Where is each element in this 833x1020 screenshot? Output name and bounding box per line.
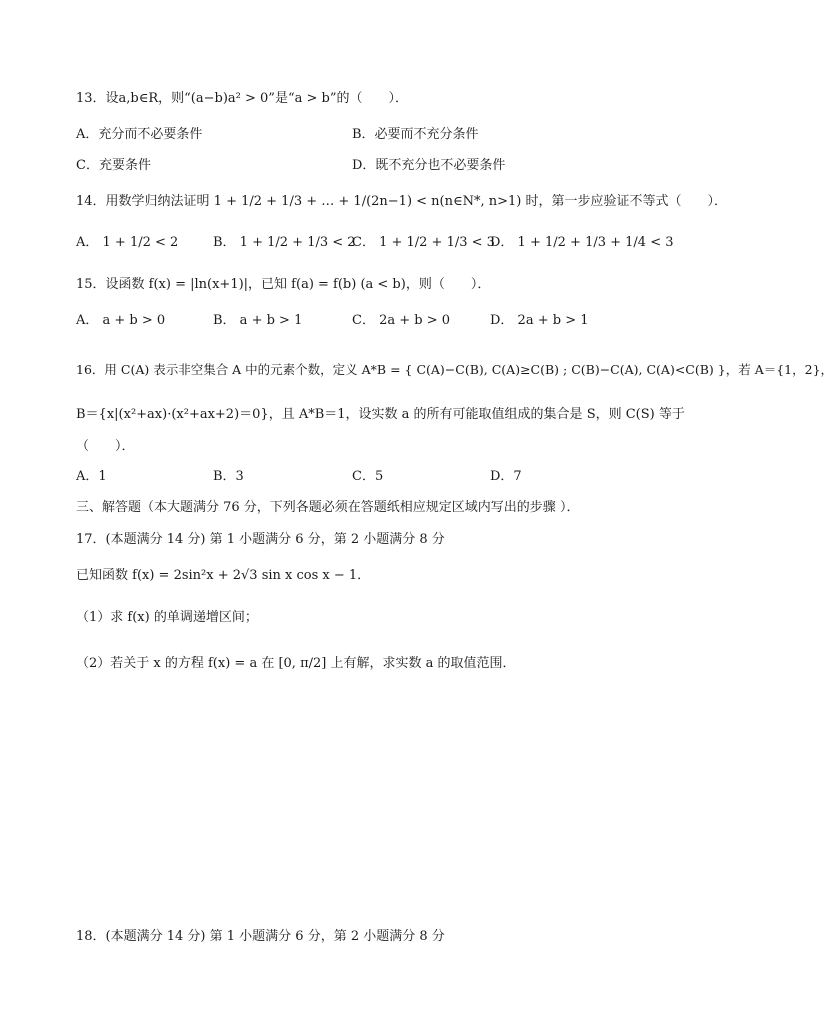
- q18-header: 18．(本题满分 14 分) 第 1 小题满分 6 分，第 2 小题满分 8 分: [76, 929, 445, 944]
- q16-option-a: A．1: [76, 469, 107, 484]
- q17-part1: （1）求 f(x) 的单调递增区间；: [76, 610, 258, 625]
- q16-stem-line2: B＝{x|(x²+ax)·(x²+ax+2)＝0}，且 A*B＝1，设实数 a 的所有可能取值组成的集合是 S，则 C(S) 等于: [76, 407, 685, 422]
- section-heading: 三、解答题（本大题满分 76 分，下列各题必须在答题纸相应规定区域内写出的步骤 ）．: [76, 500, 580, 515]
- q17-header: 17．(本题满分 14 分) 第 1 小题满分 6 分，第 2 小题满分 8 分: [76, 532, 445, 547]
- q15-option-d: D． 2a + b > 1: [490, 313, 589, 328]
- q13-option-b: B．必要而不充分条件: [352, 127, 479, 142]
- q14-stem: 14．用数学归纳法证明 1 + 1/2 + 1/3 + … + 1/(2n−1) < n(n∈N*, n>1) 时，第一步应验证不等式（ ）．: [76, 194, 727, 209]
- q16-stem-line3: （ ）．: [76, 439, 135, 454]
- q16-option-c: C．5: [352, 469, 384, 484]
- q17-part2: （2）若关于 x 的方程 f(x) = a 在 [0, π/2] 上有解，求实数 a 的取值范围．: [76, 656, 516, 671]
- q13-stem: 13．设a,b∈R，则“(a−b)a² > 0”是“a > b”的（ ）．: [76, 91, 408, 106]
- q13-option-d: D．既不充分也不必要条件: [352, 158, 506, 173]
- q16-option-b: B．3: [213, 469, 244, 484]
- q15-stem: 15．设函数 f(x) = |ln(x+1)|，已知 f(a) = f(b) (a < b)，则（ ）．: [76, 277, 491, 292]
- q14-option-d: D． 1 + 1/2 + 1/3 + 1/4 < 3: [490, 235, 674, 250]
- q16-stem-line1: 16．用 C(A) 表示非空集合 A 中的元素个数，定义 A*B = { C(A)−C(B), C(A)≥C(B) ; C(B)−C(A), C(A)<C(B) }，若 A＝{1，2}，: [76, 362, 833, 377]
- q14-option-a: A． 1 + 1/2 < 2: [76, 235, 179, 250]
- q13-option-c: C．充要条件: [76, 158, 151, 173]
- q17-given: 已知函数 f(x) = 2sin²x + 2√3 sin x cos x − 1．: [76, 568, 371, 583]
- q15-option-c: C． 2a + b > 0: [352, 313, 451, 328]
- q14-option-b: B． 1 + 1/2 + 1/3 < 2: [213, 235, 356, 250]
- q15-option-b: B． a + b > 1: [213, 313, 303, 328]
- q14-option-c: C． 1 + 1/2 + 1/3 < 3: [352, 235, 495, 250]
- q13-option-a: A．充分而不必要条件: [76, 127, 203, 142]
- q15-option-a: A． a + b > 0: [76, 313, 166, 328]
- q16-option-d: D．7: [490, 469, 522, 484]
